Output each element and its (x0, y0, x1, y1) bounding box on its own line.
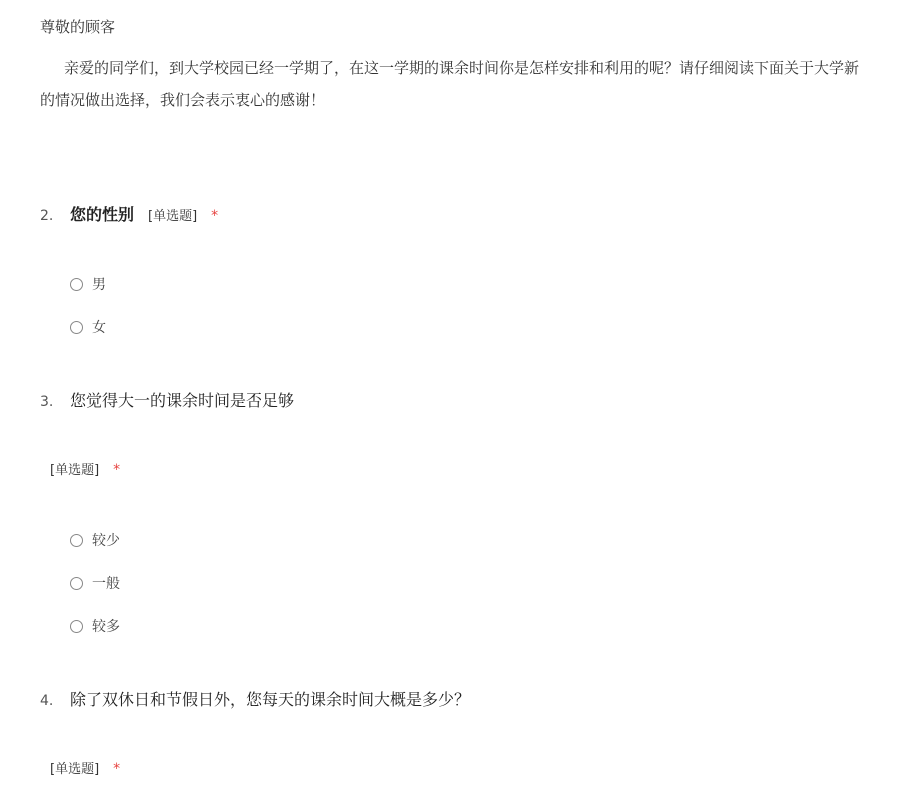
question-4-meta (50, 758, 120, 777)
intro-line-2: 的情况做出选择，我们会表示衷心的感谢！ (40, 91, 326, 109)
radio-button[interactable] (70, 321, 83, 334)
question-number: 2. (40, 208, 54, 224)
survey-intro (40, 52, 900, 116)
question-type-label: [单选题] (148, 209, 198, 224)
radio-button[interactable] (70, 577, 83, 590)
question-title: 除了双休日和节假日外，您每天的课余时间大概是多少？ (70, 690, 471, 709)
option-less[interactable] (70, 530, 120, 550)
question-title: 您的性别 (70, 205, 135, 224)
required-mark: * (113, 761, 121, 777)
question-2-header (40, 202, 218, 225)
radio-button[interactable] (70, 620, 83, 633)
question-number: 4. (40, 693, 54, 709)
question-3-meta (50, 459, 120, 478)
question-type-label: [单选题] (50, 463, 100, 478)
question-4-header (40, 687, 470, 710)
required-mark: * (113, 462, 121, 478)
option-female[interactable] (70, 317, 106, 337)
question-type-label: [单选题] (50, 762, 100, 777)
option-label: 较少 (92, 533, 120, 549)
required-mark: * (211, 208, 219, 224)
option-more[interactable] (70, 616, 120, 636)
question-3-header (40, 388, 294, 411)
option-label: 男 (92, 277, 106, 293)
intro-line-1: 亲爱的同学们，到大学校园已经一学期了，在这一学期的课余时间你是怎样安排和利用的呢？请仔细阅读下面关于大学新 (64, 59, 860, 77)
option-average[interactable] (70, 573, 120, 593)
radio-button[interactable] (70, 534, 83, 547)
question-title: 您觉得大一的课余时间是否足够 (70, 391, 295, 410)
radio-button[interactable] (70, 278, 83, 291)
option-male[interactable] (70, 274, 106, 294)
question-number: 3. (40, 394, 54, 410)
survey-greeting: 尊敬的顾客 (40, 18, 116, 36)
option-label: 较多 (92, 619, 120, 635)
option-label: 女 (92, 320, 106, 336)
option-label: 一般 (92, 576, 120, 592)
